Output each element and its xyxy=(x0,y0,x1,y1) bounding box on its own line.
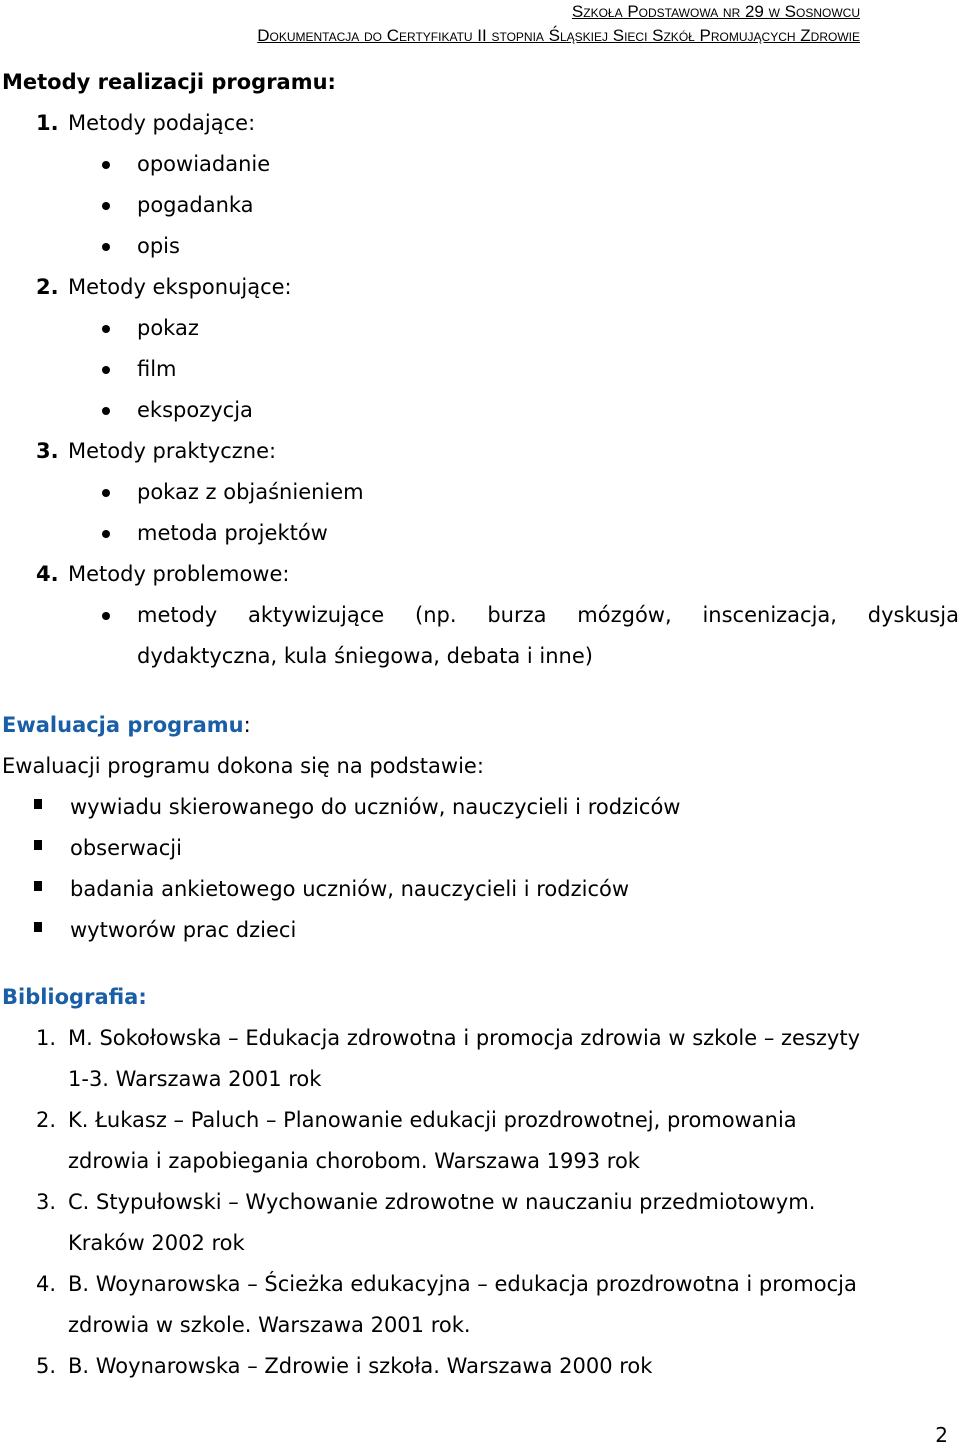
bullet-icon xyxy=(102,489,110,497)
bullet-icon xyxy=(102,612,110,620)
list-item: obserwacji xyxy=(2,828,960,869)
header-school: Szkoła Podstawowa nr 29 w Sosnowcu xyxy=(571,2,860,21)
page-header xyxy=(257,0,860,48)
list-item: film xyxy=(2,349,960,390)
bullet-icon xyxy=(102,325,110,333)
bibliography-entry: 1. M. Sokołowska – Edukacja zdrowotna i promocja zdrowia w szkole – zeszyty xyxy=(36,1026,861,1050)
list-item: metody aktywizujące (np. burza mózgów, inscenizacja, dyskusja xyxy=(2,595,960,636)
square-bullet-icon xyxy=(34,840,42,850)
bullet-icon xyxy=(102,530,110,538)
bullet-icon xyxy=(102,202,110,210)
bibliography-entry-cont: zdrowia i zapobiegania chorobom. Warszawa 1993 rok xyxy=(68,1149,640,1173)
bibliography-entry-cont: 1-3. Warszawa 2001 rok xyxy=(68,1067,322,1091)
bibliography-entry: 4. B. Woynarowska – Ścieżka edukacyjna – edukacja prozdrowotna i promocja xyxy=(36,1272,857,1296)
bibliography-entry-cont: Kraków 2002 rok xyxy=(68,1231,245,1255)
list-item: pokaz xyxy=(2,308,960,349)
list-item: wywiadu skierowanego do uczniów, nauczycieli i rodziców xyxy=(2,787,960,828)
bibliography-entry: 2. K. Łukasz – Paluch – Planowanie edukacji prozdrowotnej, promowania xyxy=(36,1108,797,1132)
bibliography-entry-cont: zdrowia w szkole. Warszawa 2001 rok. xyxy=(68,1313,471,1337)
bullet-icon xyxy=(102,161,110,169)
list-item: pogadanka xyxy=(2,185,960,226)
evaluation-heading: Ewaluacja programu: xyxy=(2,713,251,737)
bullet-icon xyxy=(102,407,110,415)
list-item: ekspozycja xyxy=(2,390,960,431)
method-group-4: 4. Metody problemowe: xyxy=(36,562,290,586)
square-bullet-icon xyxy=(34,881,42,891)
bibliography-entry: 5. B. Woynarowska – Zdrowie i szkoła. Warszawa 2000 rok xyxy=(36,1354,653,1378)
method-group-2: 2. Metody eksponujące: xyxy=(36,275,292,299)
list-item-continuation: dydaktyczna, kula śniegowa, debata i inne) xyxy=(137,644,593,668)
square-bullet-icon xyxy=(34,922,42,932)
list-item: opis xyxy=(2,226,960,267)
evaluation-intro: Ewaluacji programu dokona się na podstawie: xyxy=(2,754,484,778)
page-number: 2 xyxy=(935,1423,948,1447)
method-group-1: 1. Metody podające: xyxy=(36,111,256,135)
bullet-icon xyxy=(102,243,110,251)
list-item: metoda projektów xyxy=(2,513,960,554)
list-item: opowiadanie xyxy=(2,144,960,185)
bullet-icon xyxy=(102,366,110,374)
list-item: wytworów prac dzieci xyxy=(2,910,960,951)
list-item: badania ankietowego uczniów, nauczycieli i rodziców xyxy=(2,869,960,910)
header-doc-title: Dokumentacja do Certyfikatu II stopnia Śląskiej Sieci Szkół Promujących Zdrowie xyxy=(257,26,860,45)
square-bullet-icon xyxy=(34,799,42,809)
bibliography-heading: Bibliografia: xyxy=(2,985,147,1009)
document-body xyxy=(2,62,960,1387)
method-group-3: 3. Metody praktyczne: xyxy=(36,439,277,463)
bibliography-entry: 3. C. Stypułowski – Wychowanie zdrowotne w nauczaniu przedmiotowym. xyxy=(36,1190,816,1214)
methods-heading: Metody realizacji programu: xyxy=(2,70,336,94)
list-item: pokaz z objaśnieniem xyxy=(2,472,960,513)
